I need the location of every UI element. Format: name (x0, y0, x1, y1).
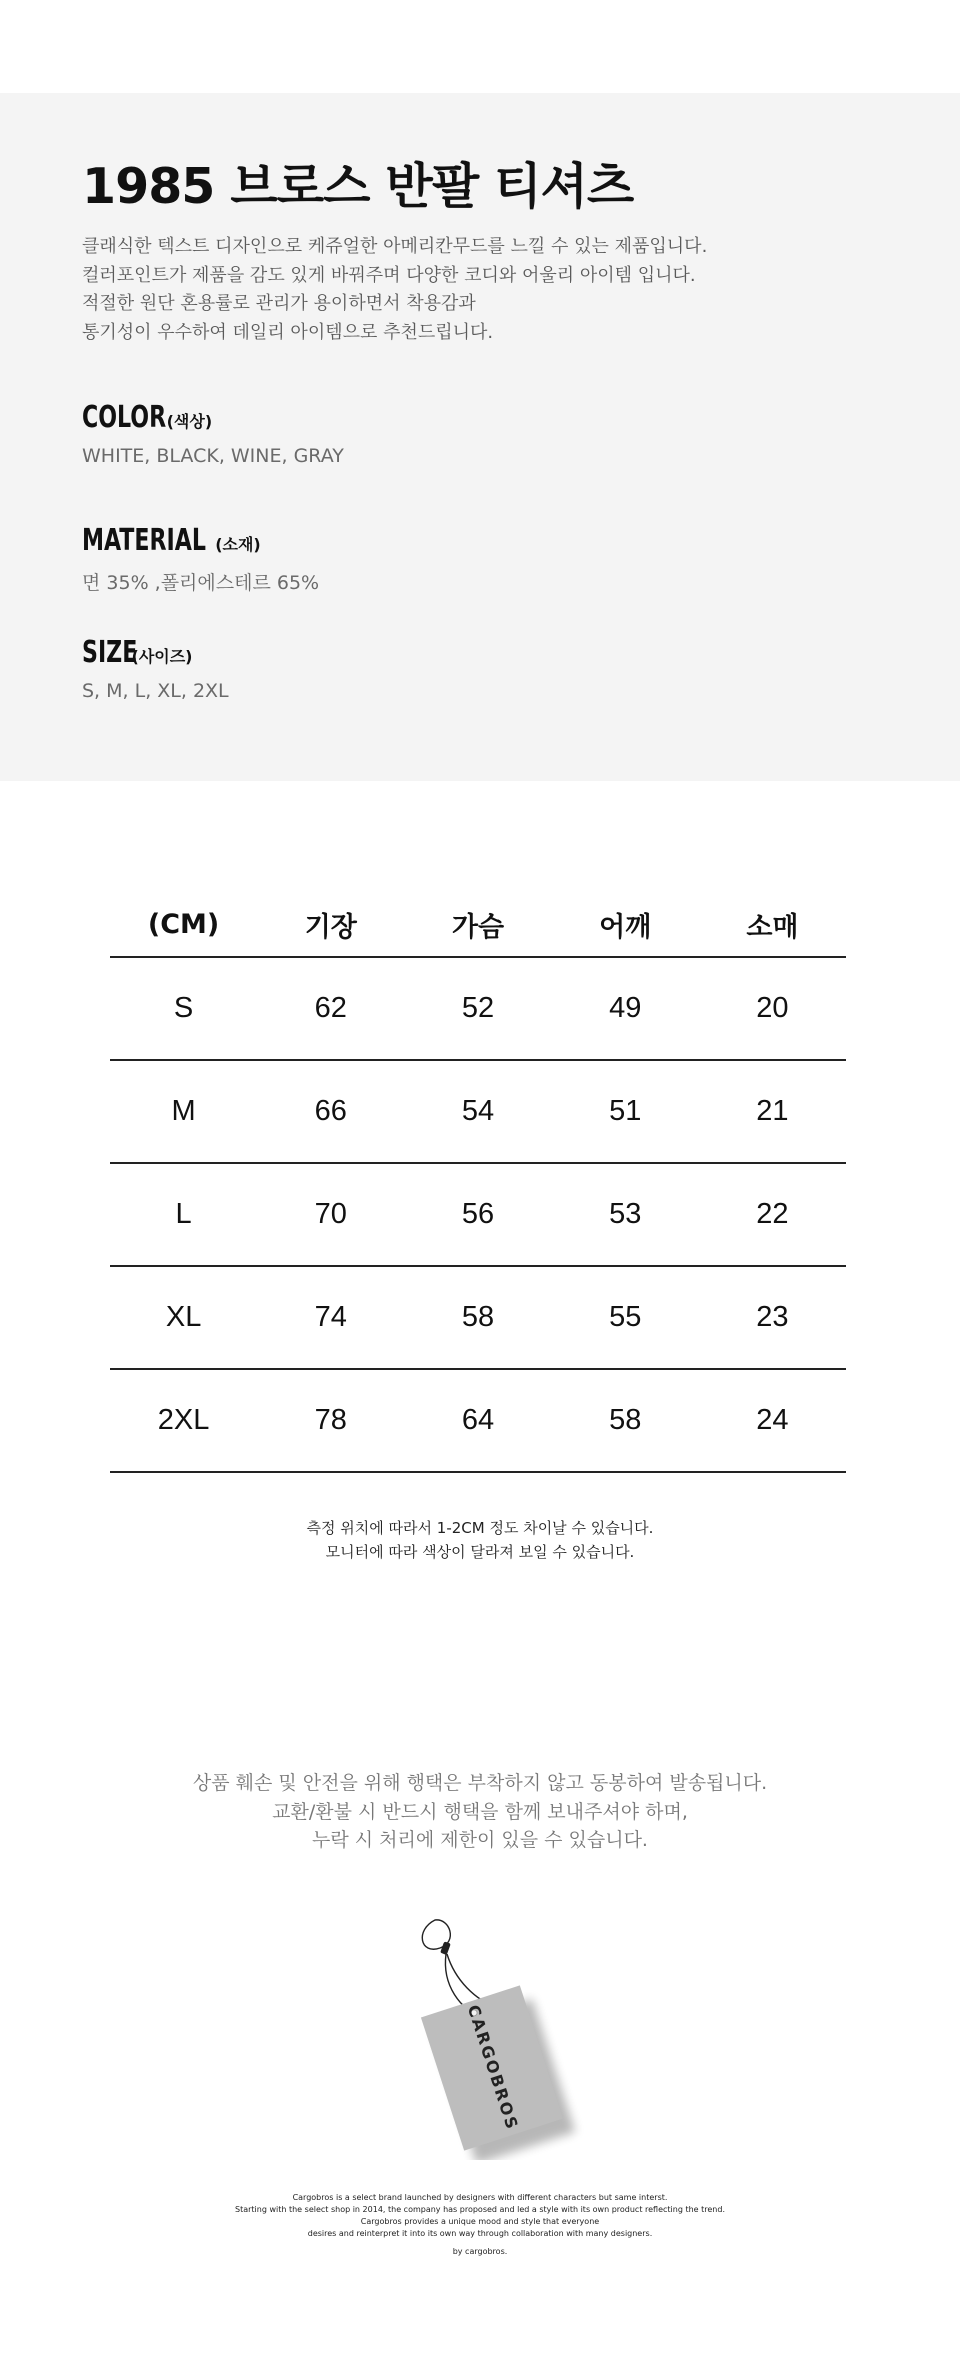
footer-signature: by cargobros. (452, 2247, 508, 2256)
spec-color-value: WHITE, BLACK, WINE, GRAY (82, 445, 344, 467)
product-info-panel (0, 93, 960, 781)
shoulder-value: 55 (609, 1301, 642, 1333)
size-label: M (171, 1095, 196, 1127)
description-line: 컬러포인트가 제품을 감도 있게 바꿔주며 다양한 코디와 어울리 아이템 입니다. (82, 264, 696, 286)
chest-value: 56 (461, 1198, 495, 1230)
spec-color-name: COLOR (82, 400, 167, 435)
chest-value: 54 (461, 1095, 495, 1127)
shipping-notice-line: 상품 훼손 및 안전을 위해 행택은 부착하지 않고 동봉하여 발송됩니다. (192, 1772, 768, 1794)
shoulder-value: 49 (609, 992, 642, 1024)
description-line: 적절한 원단 혼용률로 관리가 용이하면서 착용감과 (82, 293, 476, 314)
description-line: 통기성이 우수하여 데일리 아이템으로 추천드립니다. (82, 321, 494, 343)
sleeve-value: 23 (756, 1301, 789, 1333)
spec-material (82, 523, 320, 595)
sleeve-value: 22 (756, 1198, 789, 1230)
hang-tag-brand: CARGOBROS (463, 2002, 523, 2133)
shoulder-value: 58 (609, 1404, 642, 1436)
length-value: 62 (314, 992, 347, 1024)
chest-value: 52 (461, 992, 495, 1024)
size-label: 2XL (157, 1404, 210, 1436)
size-label: XL (165, 1301, 202, 1333)
spec-size-value: S, M, L, XL, 2XL (82, 680, 229, 702)
footer-line: Cargobros is a select brand launched by designers with different characters but same interst. (292, 2193, 668, 2202)
header-cell-shoulder: 어깨 (599, 911, 652, 943)
shipping-notice-line: 교환/환불 시 반드시 행택을 함께 보내주셔야 하며, (272, 1800, 688, 1823)
chest-value: 58 (461, 1301, 495, 1333)
table-row (110, 1370, 846, 1473)
hang-tag-image (380, 1900, 600, 2160)
shoulder-value: 51 (609, 1095, 642, 1127)
shipping-notice (0, 1769, 960, 1855)
measurement-note: 모니터에 따라 색상이 달라져 보일 수 있습니다. (325, 1543, 635, 1561)
measurement-note: 측정 위치에 따라서 1-2CM 정도 차이날 수 있습니다. (306, 1519, 654, 1537)
shoulder-value: 53 (609, 1198, 642, 1230)
header-cell-length: 기장 (304, 911, 357, 943)
length-value: 78 (314, 1404, 347, 1436)
hang-tag-icon (380, 1900, 600, 2160)
spec-size-name: SIZE (82, 635, 138, 670)
length-value: 70 (314, 1198, 347, 1230)
spec-material-sub: (소재) (215, 535, 261, 554)
length-value: 66 (314, 1095, 347, 1127)
footer-line: Starting with the select shop in 2014, the company has proposed and led a style with its own product reflecting the trend. (235, 2205, 725, 2214)
sleeve-value: 20 (756, 992, 789, 1024)
size-label: S (173, 992, 194, 1024)
product-description (82, 233, 707, 347)
header-cell-unit: (CM) (147, 908, 220, 940)
description-line: 클래식한 텍스트 디자인으로 케쥬얼한 아메리칸무드를 느낄 수 있는 제품입니다. (82, 236, 708, 257)
spec-color (82, 400, 344, 467)
spec-material-name: MATERIAL (82, 523, 206, 558)
sleeve-value: 24 (756, 1404, 789, 1436)
size-table (110, 884, 846, 1473)
shipping-notice-line: 누락 시 처리에 제한이 있을 수 있습니다. (312, 1829, 648, 1851)
spec-color-sub: (색상) (166, 412, 213, 431)
table-row (110, 1164, 846, 1267)
footer-line: desires and reinterpret it into its own way through collaboration with many designers. (307, 2229, 653, 2238)
footer-line: Cargobros provides a unique mood and style that everyone (360, 2217, 600, 2226)
spec-size (82, 635, 229, 702)
spec-material-value: 면 35% ,폴리에스테르 65% (82, 572, 320, 594)
table-row (110, 958, 846, 1061)
brand-footer (0, 2192, 960, 2256)
size-table-header (110, 884, 846, 958)
spec-size-sub: (사이즈) (131, 647, 193, 666)
chest-value: 64 (461, 1404, 495, 1436)
size-label: L (175, 1198, 192, 1230)
table-row (110, 1061, 846, 1164)
table-row (110, 1267, 846, 1370)
measurement-notes (0, 1516, 960, 1564)
sleeve-value: 21 (756, 1095, 789, 1127)
product-title: 1985 브로스 반팔 티셔츠 (82, 158, 634, 215)
header-cell-chest: 가슴 (451, 911, 505, 943)
length-value: 74 (314, 1301, 347, 1333)
header-cell-sleeve: 소매 (746, 911, 799, 943)
